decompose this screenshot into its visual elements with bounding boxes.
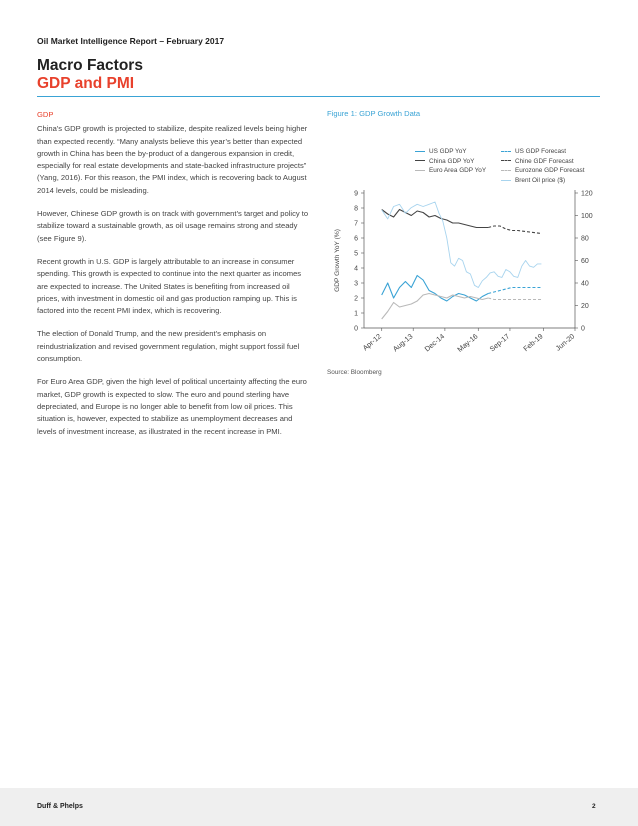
y-tick-label-right: 80 bbox=[581, 235, 589, 243]
y-tick-label-left: 4 bbox=[354, 265, 358, 273]
y-tick-label-left: 8 bbox=[354, 205, 358, 213]
page-title: Macro Factors bbox=[37, 57, 143, 74]
x-tick-label: Aug-13 bbox=[390, 331, 415, 354]
y-tick-label-left: 5 bbox=[354, 250, 358, 258]
y-tick-label-left: 7 bbox=[354, 220, 358, 228]
legend-label: US GDP Forecast bbox=[515, 148, 567, 155]
x-tick-label: Sep-17 bbox=[487, 331, 512, 354]
y-axis-label: GDP Growth YoY (%) bbox=[334, 229, 341, 292]
x-tick-label: May-16 bbox=[455, 331, 480, 354]
x-tick-label: Apr-12 bbox=[360, 331, 384, 353]
x-tick-label: Dec-14 bbox=[422, 331, 447, 354]
paragraph: Recent growth in U.S. GDP is largely attributable to an increase in consumer spending. This growth is expected to continue into the next quarter as incomes are expected to increase. The United States is benefiting from increased oil prices, with investment in domestic oil and gas production ramping up. This is factored into the recent PMI index, which is recovering. bbox=[37, 256, 302, 316]
y-tick-label-left: 6 bbox=[354, 235, 358, 243]
series-china-gdp-yoy bbox=[382, 210, 489, 228]
y-tick-label-right: 0 bbox=[581, 325, 585, 333]
series-eurozone-gdp-forecast bbox=[488, 298, 541, 300]
series-chine-gdf-forecast bbox=[488, 226, 541, 234]
series-euro-area-gdp-yoy bbox=[382, 294, 489, 320]
y-tick-label-left: 1 bbox=[354, 310, 358, 318]
series-us-gdp-forecast bbox=[488, 288, 541, 294]
page-number: 2 bbox=[592, 803, 596, 810]
x-tick-label: Jun-20 bbox=[553, 331, 577, 353]
paragraph: The election of Donald Trump, and the new president’s emphasis on reindustrialization and revised government regulation, might support fossil fuel consumption. bbox=[37, 329, 300, 364]
footer bbox=[0, 788, 638, 826]
y-tick-label-left: 0 bbox=[354, 325, 358, 333]
x-tick-label: Feb-19 bbox=[521, 331, 545, 354]
y-tick-label-right: 60 bbox=[581, 257, 589, 265]
legend-label: Eurozone GDP Forecast bbox=[515, 167, 585, 175]
figure-source: Source: Bloomberg bbox=[327, 369, 382, 376]
gdp-growth-chart bbox=[0, 0, 638, 400]
page-subtitle: GDP and PMI bbox=[37, 75, 135, 92]
y-tick-label-right: 40 bbox=[581, 280, 589, 288]
paragraph: China's GDP growth is projected to stabilize, despite realized levels being higher than expected recently. “Many analysts believe this year’s better than expected growth in China has been the by-product of a dangerous expansion in credit, especially for real estate developments and state-backed infrastructure projects” (Yang, 2016). For this reason, the PMI index, which is recovering back to August 2014 levels, could be misleading. bbox=[37, 124, 308, 195]
legend-label: Brent Oil price ($) bbox=[515, 176, 566, 184]
paragraph: However, Chinese GDP growth is on track with government’s target and policy to stabilize toward a sustainable growth, as oil usage remains strong and steady (see Figure 9). bbox=[37, 209, 309, 243]
legend-label: Chine GDF Forecast bbox=[515, 157, 574, 165]
paragraph: For Euro Area GDP, given the high level of political uncertainty affecting the euro market, GDP growth is expected to slow. The euro and pound sterling have depreciated, and Europe is no longer able to benefit from low oil prices. This situation is, however, expected to stabilize as unemployment decreases and levels of investment increase, as illustrated in the recent increase in PMI. bbox=[37, 377, 307, 436]
y-tick-label-left: 9 bbox=[354, 190, 358, 198]
series-brent-oil-price bbox=[382, 202, 542, 288]
figure-title: Figure 1: GDP Growth Data bbox=[327, 109, 421, 118]
report-title: Oil Market Intelligence Report – February 2017 bbox=[37, 36, 225, 46]
legend-label: China GDP YoY bbox=[429, 157, 475, 165]
y-tick-label-right: 120 bbox=[581, 190, 593, 198]
section-heading: GDP bbox=[37, 110, 54, 119]
y-tick-label-left: 2 bbox=[354, 295, 358, 303]
legend-label: Euro Area GDP YoY bbox=[429, 167, 487, 175]
y-tick-label-right: 100 bbox=[581, 212, 593, 220]
y-tick-label-left: 3 bbox=[354, 280, 358, 288]
footer-company: Duff & Phelps bbox=[37, 803, 83, 810]
legend-label: US GDP YoY bbox=[429, 148, 467, 155]
y-tick-label-right: 20 bbox=[581, 302, 589, 310]
